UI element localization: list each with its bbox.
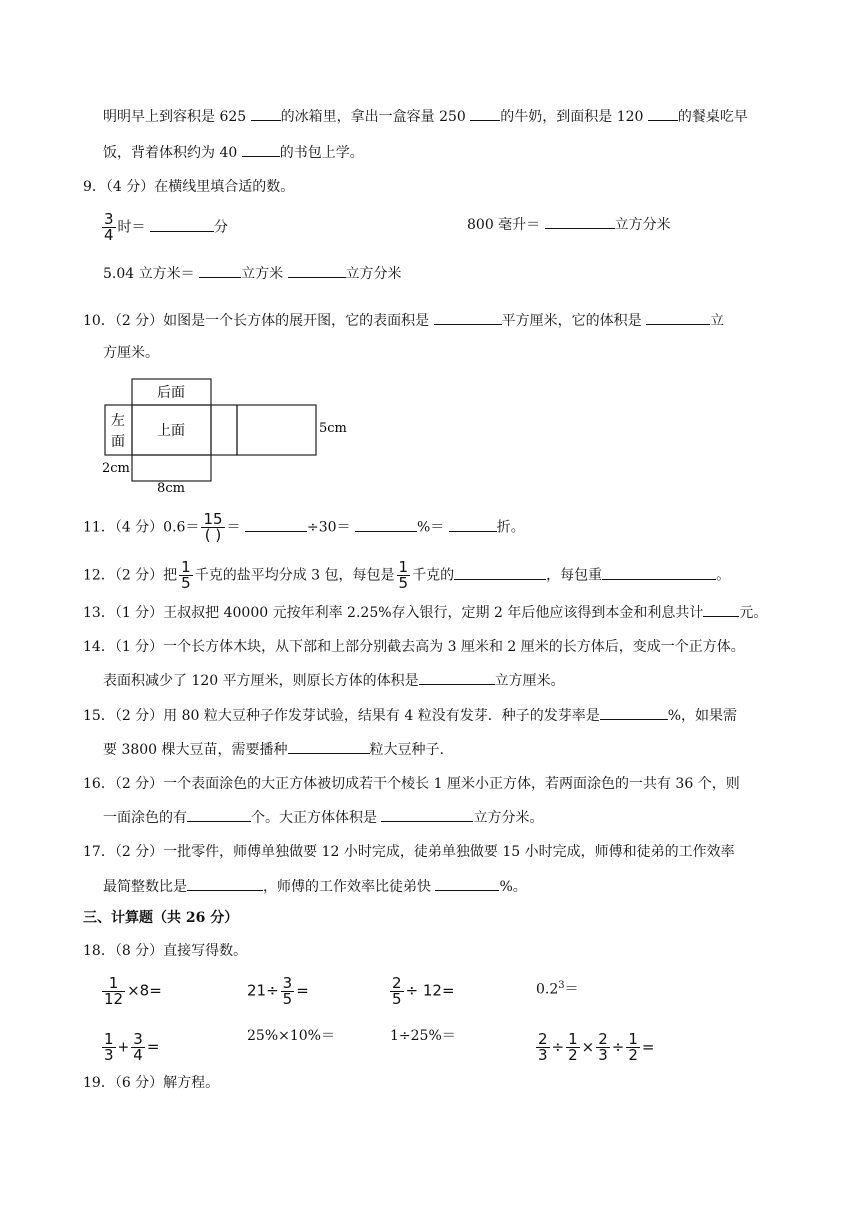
q9-part-a <box>100 212 228 243</box>
text: 立方米 <box>241 266 288 282</box>
right-face <box>211 405 237 455</box>
blank[interactable] <box>545 214 615 229</box>
intro-line-1 <box>103 106 748 127</box>
fraction <box>102 212 116 243</box>
text: 12．（2 分）把 <box>83 567 178 584</box>
denominator[interactable]: ( ) <box>201 527 224 543</box>
numerator: 2 <box>392 974 402 992</box>
text: 时＝ <box>117 219 150 236</box>
text: ÷30＝ <box>306 519 355 536</box>
q18-expr-7: 1÷25%＝ <box>390 1028 456 1044</box>
text: = <box>146 1037 160 1056</box>
front-face <box>132 455 211 481</box>
label-length: 8cm <box>157 481 185 496</box>
text: 15．（2 分）用 80 粒大豆种子作发芽试验，结果有 4 粒没有发芽．种子的发芽率是 <box>83 708 600 724</box>
blank[interactable] <box>600 705 668 720</box>
text: 11．（4 分）0.6＝ <box>83 519 200 536</box>
fraction <box>397 560 411 591</box>
fraction <box>179 560 193 591</box>
label-top: 上面 <box>157 423 185 439</box>
q18-expr-5 <box>100 1032 159 1063</box>
q9-title: 9．（4 分）在横线里填合适的数。 <box>83 179 295 195</box>
q19-title: 19．（6 分）解方程。 <box>83 1075 220 1091</box>
text: 的牛奶，到面积是 120 <box>500 109 648 125</box>
blank[interactable] <box>646 310 710 325</box>
text: 的书包上学。 <box>279 145 364 161</box>
operator: ÷ <box>611 1038 625 1056</box>
blank[interactable] <box>150 217 214 232</box>
blank[interactable] <box>288 739 370 754</box>
fraction <box>102 976 125 1007</box>
denominator: 12 <box>104 990 124 1008</box>
numerator: 2 <box>538 1030 548 1048</box>
text: 10．（2 分）如图是一个长方体的展开图，它的表面积是 <box>83 313 434 329</box>
text: %＝ <box>416 519 449 536</box>
denominator: 3 <box>104 1046 114 1064</box>
q18-expr-2 <box>247 976 309 1007</box>
text: 立方分米 <box>345 266 402 282</box>
text: ÷ 12= <box>405 981 455 1000</box>
blank[interactable] <box>602 565 716 580</box>
text: ×8= <box>127 981 162 1000</box>
blank[interactable] <box>187 807 251 822</box>
text: 。 <box>716 567 731 584</box>
text: ，每包重 <box>546 567 603 584</box>
q13 <box>83 602 767 623</box>
q11 <box>83 512 525 543</box>
numerator: 3 <box>282 974 293 992</box>
fraction <box>281 976 295 1007</box>
text: 饭，背着体积约为 40 <box>103 145 242 161</box>
text: 的餐桌吃早 <box>677 109 748 125</box>
blank[interactable] <box>454 565 546 580</box>
denominator: 3 <box>598 1046 608 1064</box>
label-width: 2cm <box>102 461 130 476</box>
q12 <box>83 560 730 591</box>
denominator: 4 <box>133 1046 143 1064</box>
blank[interactable] <box>703 602 739 617</box>
q16-line-1: 16．（2 分）一个表面涂色的大正方体被切成若干个棱长 1 厘米小正方体，若两面涂色的一共有 36 个，则 <box>83 776 740 792</box>
numerator: 2 <box>598 1030 608 1048</box>
text: 立方分米。 <box>473 810 544 826</box>
blank[interactable] <box>470 106 500 121</box>
blank[interactable] <box>199 263 241 278</box>
fraction <box>201 512 224 543</box>
q16-line-2 <box>103 807 543 828</box>
text: 立方厘米。 <box>494 673 565 689</box>
q15-line-2 <box>103 739 444 760</box>
exponent: 3 <box>558 980 565 991</box>
blank[interactable] <box>381 807 473 822</box>
denominator: 5 <box>398 574 409 592</box>
blank[interactable] <box>187 876 263 891</box>
label-left-2: 面 <box>111 434 125 450</box>
denominator: 4 <box>104 226 114 244</box>
q17-line-1: 17．（2 分）一批零件，师傅单独做要 12 小时完成，徒弟单独做要 15 小时完成，师傅和徒弟的工作效率 <box>83 844 735 860</box>
operator: ÷ <box>551 1038 565 1056</box>
text: 明明早上到容积是 625 <box>103 109 251 125</box>
blank[interactable] <box>355 517 417 532</box>
text: 千克的 <box>412 567 455 584</box>
denominator: 2 <box>568 1046 578 1064</box>
text: 13．（1 分）王叔叔把 40000 元按年利率 2.25%存入银行，定期 2 年后他应该得到本金和利息共计 <box>83 605 704 621</box>
q14-line-2 <box>103 670 565 691</box>
fraction <box>626 1032 640 1063</box>
text: 千克的盐平均分成 3 包，每包是 <box>194 567 395 584</box>
numerator: 1 <box>398 558 409 576</box>
text: 5.04 立方米＝ <box>103 266 200 282</box>
denominator: 5 <box>181 574 191 592</box>
text: 800 毫升＝ <box>467 217 545 233</box>
denominator: 3 <box>538 1046 548 1064</box>
q18-expr-1 <box>100 976 162 1007</box>
operator: × <box>581 1038 595 1056</box>
text: %，如果需 <box>667 708 738 724</box>
text: 表面积减少了 120 平方厘米，则原长方体的体积是 <box>103 673 419 689</box>
operator: + <box>117 1039 130 1056</box>
denominator: 5 <box>392 990 402 1008</box>
fraction <box>566 1032 580 1063</box>
fraction <box>390 976 404 1007</box>
text: 分 <box>214 219 228 236</box>
blank[interactable] <box>434 310 502 325</box>
text: ＝ <box>564 981 579 998</box>
blank[interactable] <box>242 142 280 157</box>
text: 立 <box>710 313 725 329</box>
q9-part-c <box>103 263 402 284</box>
label-left-1: 左 <box>111 413 125 429</box>
q10-line-2: 方厘米。 <box>103 345 159 361</box>
section-3-heading: 三、计算题（共 26 分） <box>83 910 239 926</box>
q18-expr-4 <box>536 976 579 1000</box>
numerator: 1 <box>181 558 191 576</box>
operator: = <box>641 1038 655 1056</box>
q15-line-1 <box>83 705 737 726</box>
q18-expr-3 <box>388 976 455 1007</box>
fraction <box>596 1032 610 1063</box>
text: %。 <box>499 879 527 895</box>
q18-expr-6: 25%×10%＝ <box>247 1028 335 1044</box>
numerator: 1 <box>104 1030 114 1048</box>
q18-title: 18．（8 分）直接写得数。 <box>83 943 248 959</box>
fraction <box>131 1032 145 1063</box>
text: 折。 <box>496 519 525 536</box>
bottom-face <box>237 405 316 455</box>
text: 个。大正方体体积是 <box>251 810 382 826</box>
text: 的冰箱里，拿出一盒容量 250 <box>280 109 471 125</box>
text: 粒大豆种子. <box>369 742 444 758</box>
blank[interactable] <box>251 106 281 121</box>
text: ，师傅的工作效率比徒弟快 <box>263 879 436 895</box>
fraction <box>536 1032 550 1063</box>
blank[interactable] <box>435 876 499 891</box>
q9-part-b <box>467 214 671 235</box>
text: ＝ <box>226 519 245 536</box>
blank[interactable] <box>288 263 346 278</box>
text: 21÷ <box>247 981 279 1000</box>
text: = <box>296 981 309 1000</box>
blank[interactable] <box>449 517 497 532</box>
blank[interactable] <box>419 670 495 685</box>
numerator: 3 <box>133 1030 143 1048</box>
label-back: 后面 <box>157 385 185 401</box>
blank[interactable] <box>648 106 678 121</box>
label-height: 5cm <box>319 421 347 436</box>
fraction <box>102 1032 116 1063</box>
numerator: 3 <box>104 210 114 228</box>
text: 一面涂色的有 <box>103 810 187 826</box>
q10-line-1 <box>83 310 724 331</box>
q17-line-2 <box>103 876 527 897</box>
text: 最简整数比是 <box>103 879 187 895</box>
cuboid-net-figure <box>100 376 350 496</box>
text: 元。 <box>739 605 768 621</box>
numerator: 15 <box>203 510 223 528</box>
denominator: 5 <box>282 990 293 1008</box>
numerator: 1 <box>108 974 119 992</box>
text: 要 3800 棵大豆苗，需要播种 <box>103 742 288 758</box>
blank[interactable] <box>245 517 307 532</box>
q18-expr-8 <box>534 1032 655 1063</box>
denominator: 2 <box>628 1046 638 1064</box>
text: 平方厘米，它的体积是 <box>501 313 647 329</box>
numerator: 1 <box>568 1030 578 1048</box>
text: 立方分米 <box>614 217 671 233</box>
intro-line-2 <box>103 142 364 163</box>
text: 0.2 <box>536 981 559 998</box>
numerator: 1 <box>628 1030 638 1048</box>
q14-line-1: 14．（1 分）一个长方体木块，从下部和上部分别截去高为 3 厘米和 2 厘米的长方体后，变成一个正方体。 <box>83 639 745 655</box>
